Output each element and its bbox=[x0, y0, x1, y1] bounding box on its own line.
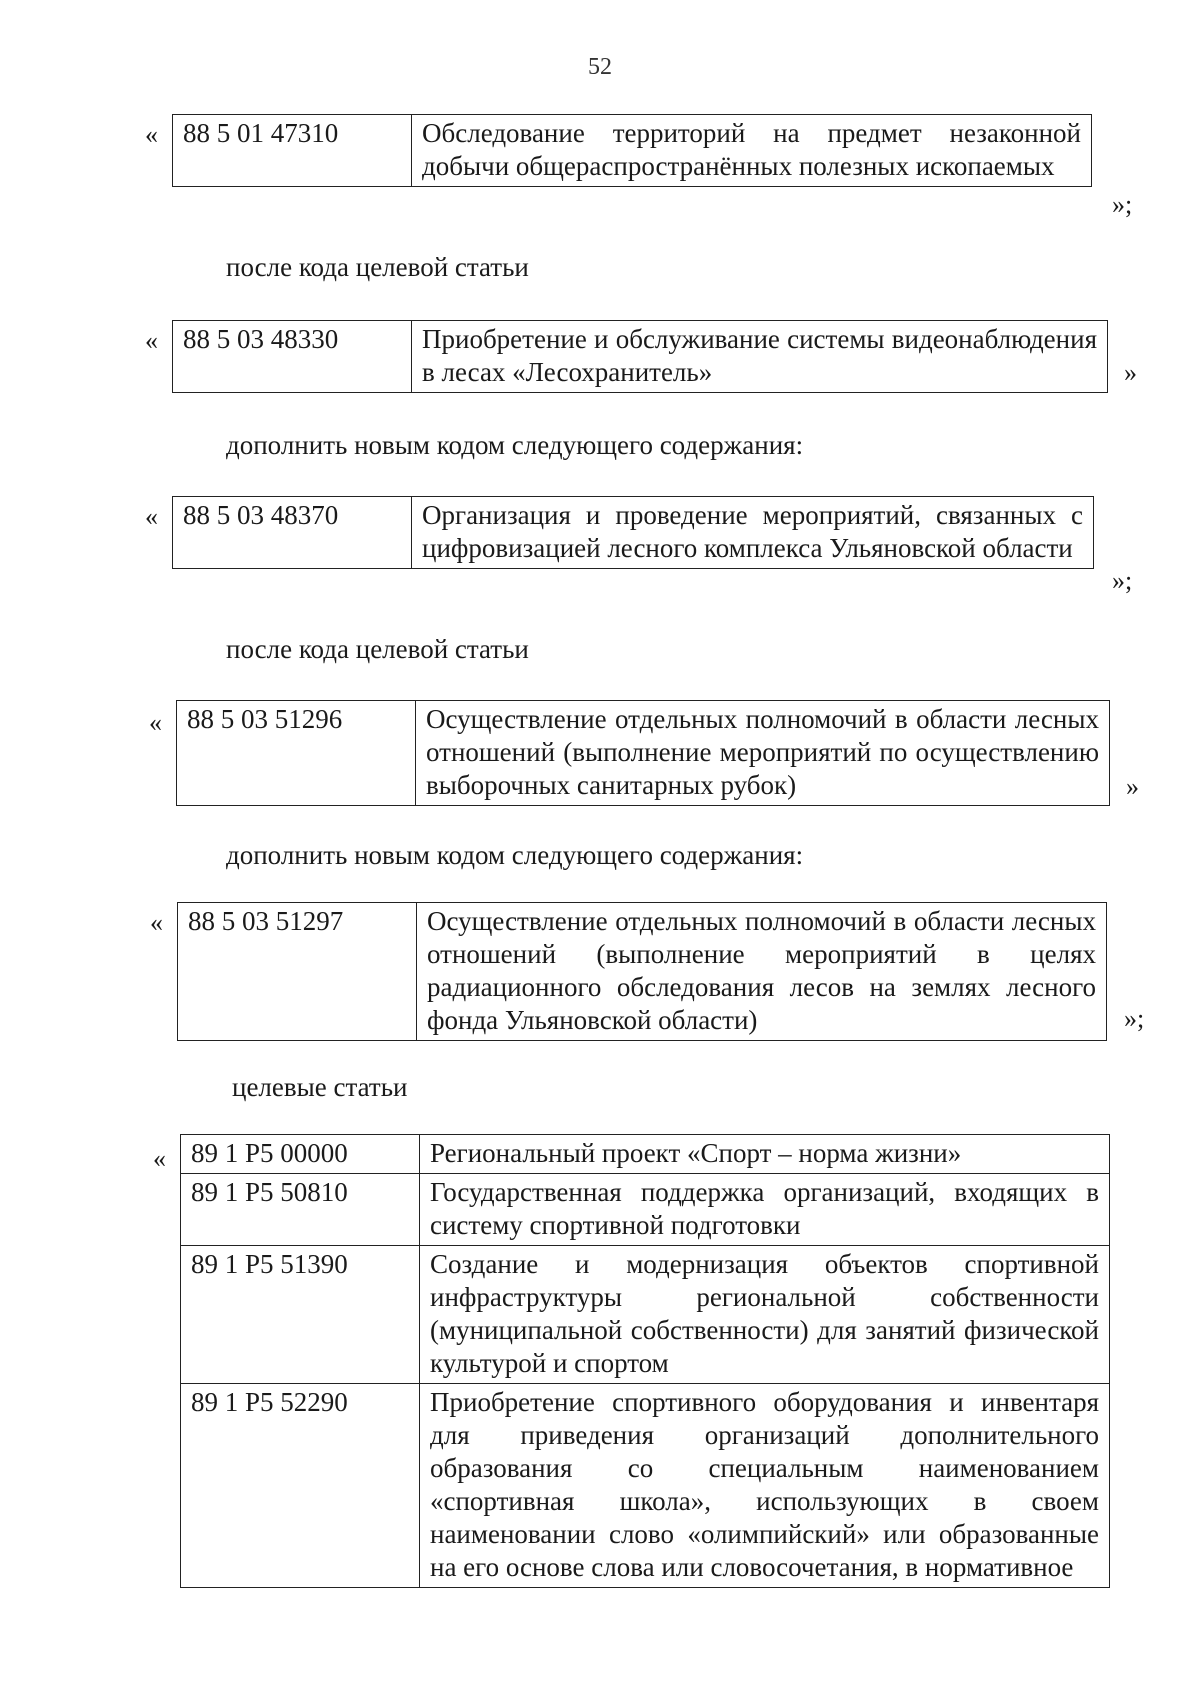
quote-open: « bbox=[150, 908, 163, 937]
target-code: 89 1 P5 50810 bbox=[181, 1174, 420, 1246]
quote-open: « bbox=[149, 708, 162, 737]
paragraph: целевые статьи bbox=[232, 1072, 408, 1102]
table-row bbox=[181, 1384, 1110, 1588]
table-row bbox=[173, 497, 1094, 569]
table-row bbox=[181, 1174, 1110, 1246]
target-description: Приобретение спортивного оборудования и инвентаря для приведения организаций дополнительного образования со специальным наименованием «спортивная школа», использующих в своем наименовании слово «олимпийский» или образованные на его основе слова или словосочетания, в нормативное bbox=[420, 1384, 1110, 1588]
target-code: 88 5 03 48370 bbox=[173, 497, 412, 569]
table-row bbox=[177, 701, 1110, 806]
quote-open: « bbox=[145, 502, 158, 531]
code-table bbox=[176, 700, 1110, 806]
target-description: Осуществление отдельных полномочий в области лесных отношений (выполнение мероприятий в целях радиационного обследования лесов на землях лесного фонда Ульяновской области) bbox=[417, 903, 1107, 1041]
target-code: 88 5 03 48330 bbox=[173, 321, 412, 393]
target-code: 88 5 03 51296 bbox=[177, 701, 416, 806]
quote-close: »; bbox=[1124, 1004, 1145, 1033]
target-code: 89 1 P5 51390 bbox=[181, 1246, 420, 1384]
paragraph: дополнить новым кодом следующего содержания: bbox=[226, 430, 804, 460]
code-table bbox=[180, 1134, 1110, 1588]
target-description: Государственная поддержка организаций, входящих в систему спортивной подготовки bbox=[420, 1174, 1110, 1246]
quote-open: « bbox=[153, 1144, 166, 1173]
target-description: Создание и модернизация объектов спортивной инфраструктуры региональной собственности (муниципальной собственности) для занятий физической культурой и спортом bbox=[420, 1246, 1110, 1384]
target-code: 88 5 01 47310 bbox=[173, 115, 412, 187]
code-table bbox=[172, 320, 1108, 393]
paragraph: дополнить новым кодом следующего содержания: bbox=[226, 840, 804, 870]
target-description: Организация и проведение мероприятий, связанных с цифровизацией лесного комплекса Ульяновской области bbox=[412, 497, 1094, 569]
table-row bbox=[173, 321, 1108, 393]
quote-close: »; bbox=[1112, 190, 1133, 219]
table-row bbox=[181, 1135, 1110, 1174]
quote-close: » bbox=[1124, 358, 1137, 387]
code-table bbox=[172, 114, 1092, 187]
target-description: Обследование территорий на предмет незаконной добычи общераспространённых полезных ископаемых bbox=[412, 115, 1092, 187]
table-row bbox=[181, 1246, 1110, 1384]
target-code: 89 1 P5 00000 bbox=[181, 1135, 420, 1174]
target-description: Приобретение и обслуживание системы видеонаблюдения в лесах «Лесохранитель» bbox=[412, 321, 1108, 393]
table-row bbox=[178, 903, 1107, 1041]
table-row bbox=[173, 115, 1092, 187]
page-number: 52 bbox=[588, 54, 612, 80]
code-table bbox=[177, 902, 1107, 1041]
quote-open: « bbox=[145, 120, 158, 149]
target-code: 88 5 03 51297 bbox=[178, 903, 417, 1041]
paragraph: после кода целевой статьи bbox=[226, 634, 529, 664]
quote-close: » bbox=[1126, 772, 1139, 801]
target-code: 89 1 P5 52290 bbox=[181, 1384, 420, 1588]
quote-close: »; bbox=[1112, 566, 1133, 595]
target-description: Осуществление отдельных полномочий в области лесных отношений (выполнение мероприятий по осуществлению выборочных санитарных рубок) bbox=[416, 701, 1110, 806]
target-description: Региональный проект «Спорт – норма жизни» bbox=[420, 1135, 1110, 1174]
paragraph: после кода целевой статьи bbox=[226, 252, 529, 282]
quote-open: « bbox=[145, 326, 158, 355]
code-table bbox=[172, 496, 1094, 569]
